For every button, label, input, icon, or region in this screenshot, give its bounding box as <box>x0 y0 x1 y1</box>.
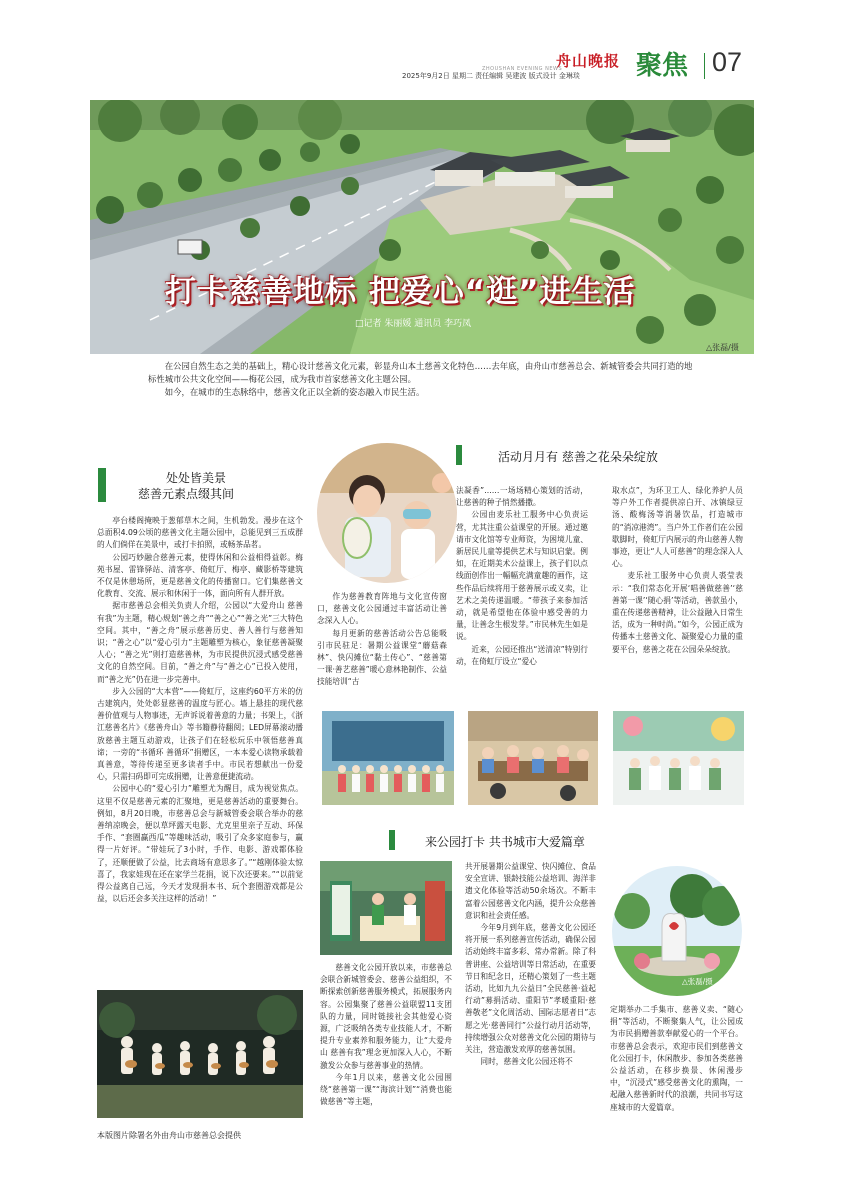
photo-source-note: 本版图片除署名外由舟山市慈善总会提供 <box>97 1131 241 1140</box>
paragraph: 公园由麦乐社工服务中心负责运营，尤其注重公益课堂的开展。通过邀请市文化馆等专业师资，为困境儿童、新居民儿童等提供艺术与知识启蒙。例如，在近期美术公益课上，孩子们以点线面创作出一幅幅充满童趣的画作，这些作品后续将用于慈善展示或义卖，让艺术之美传递温暖。“带孩子来参加活动，就是希望他在体验中感受善的力量，让善念生根发芽。”市民林先生如是说。 <box>456 510 588 642</box>
newspaper-logo: 舟山晚报 <box>556 52 621 70</box>
section-name: 聚焦 <box>636 51 689 81</box>
section2-col2 <box>456 485 588 668</box>
section3-title: 来公园打卡 共书城市大爱篇章 <box>425 835 585 849</box>
paragraph: 法凝香”……一场场精心策划的活动，让慈善的种子悄然播撒。 <box>456 486 588 508</box>
page-headline: 打卡慈善地标 把爱心“逛”进生活 <box>165 274 636 310</box>
byline: □记者 朱丽媛 通讯员 李巧凤 <box>355 319 472 329</box>
paragraph: 公园中心的“爱心引力”雕塑尤为醒目，成为视觉焦点。这里不仅是慈善元素的汇聚地，更是慈善活动的重要舞台。例如，8月20日晚，市慈善总会与新城管委会联合举办的慈善纳凉晚会，便以草坪露天电影、尤克里里亲子互动、环保手作、“套圈赢西瓜”等趣味活动，吸引了众多家庭参与，赢得一片好评。“带娃玩了3小时，手作、电影、游戏都体验了，还顺便做了公益，比去商场有意思多了。”“越刚体验太惊喜了，我家娃现在还在家学兰花捐，说下次还要来。”“以前觉得公益离自己远，今天才发现捐本书、玩个套圈游戏都是公益，以后还会多关注这样的活动！” <box>97 784 303 904</box>
classroom-illustration <box>468 711 598 805</box>
section1-title-line2: 慈善元素点缀其间 <box>138 487 235 501</box>
page-number: 07 <box>712 47 743 77</box>
section2-title: 活动月月有 慈善之花朵朵绽放 <box>498 450 658 464</box>
paragraph: 麦乐社工服务中心负责人裘莹表示：“我们常态化开展‘唱善做慈善’‘慈善第一课’‘随心捐’等活动，善款虽小，重在传递慈善精神，让公益融入日常生活，成为一种时尚。”如今，公园正成为传播本土慈善文化、凝聚爱心力量的重要平台，慈善之花在公园朵朵绽放。 <box>612 571 743 654</box>
lede <box>148 360 698 399</box>
paragraph: 据市慈善总会相关负责人介绍，公园以“大爱舟山 慈善有我”为主题，精心规划“善之舟”“善之心”“善之光”三大特色空间。其中，“善之舟”展示慈善历史、善人善行与慈善知识；“善之心”以“爱心引力”主题雕塑为核心，象征慈善凝聚人心；“善之光”则打造慈善林，为市民提供沉浸式感受慈善文化的自然空间。目前，“善之舟”与“善之心”已投入使用，而“善之光”仍在进一步完善中。 <box>97 601 303 684</box>
section1-title <box>138 470 235 502</box>
performance-illustration <box>97 990 303 1118</box>
donation-booth-illustration <box>320 861 452 955</box>
ukulele-performance-photo <box>97 990 303 1118</box>
paragraph: 今年9月到年底，慈善文化公园还将开展一系列慈善宣传活动，确保公园活动始终丰富多彩、常办常新。除了科普讲座、公益培训等日常活动，在重要节日和纪念日，还精心策划了一些主题活动，比如九九公益日”全民慈善·益起行动”募捐活动、重阳节”孝暖重阳·慈善敬老”文化周活动、国际志愿者日”志愿之光·慈善同行”公益行动月活动等，持续增强公众对慈善文化公园的期待与关注，营造激发欢厚的慈善氛围。 <box>465 923 596 1055</box>
paragraph: 今年1月以来，慈善文化公园围绕“慈善第一课”“海滨计划”“消费也能做慈善”等主题， <box>320 1072 452 1107</box>
paragraph: 共开展暑期公益课堂、快闪摊位、食品安全宣讲、银龄技能公益培训、海洋非遗文化体验等活动50余场次。不断丰富着公园慈善文化内涵，提升公众慈善意识和社会责任感。 <box>465 862 596 920</box>
activity-photo-1 <box>322 711 454 805</box>
sculpture-illustration <box>612 866 742 996</box>
children-group-illustration <box>322 711 454 805</box>
paragraph: 每月更新的慈善活动公告总能吸引市民驻足：暑期公益课堂“蘑菇森林”、快闪摊位“黏土传心”、“慈善第一课·善艺慈善”暖心意林艳制作、公益技能培训“古 <box>317 628 447 687</box>
lede-paragraph: 如今，在城市的生态脉络中，慈善文化正以全新的姿态融入市民生活。 <box>164 387 425 397</box>
hero-photo-credit: △张磊/摄 <box>706 343 739 352</box>
section-marker <box>389 830 395 850</box>
child-craft-photo <box>317 443 457 583</box>
masthead-divider <box>704 53 705 79</box>
activity-photo-2 <box>468 711 598 805</box>
group-photo-illustration <box>613 711 744 805</box>
paragraph: 作为慈善教育阵地与文化宣传窗口，慈善文化公园通过丰富活动让善念深入人心。 <box>317 592 447 626</box>
date-line: 2025年9月2日 星期二 责任编辑 吴建波 版式设计 金琳琰 <box>402 72 580 80</box>
craft-illustration <box>317 443 457 583</box>
paragraph: 近来，公园还推出“送清凉”特别行动，在倚虹厅设立“爱心 <box>456 644 588 666</box>
paragraph: 定期举办二手集市、慈善义卖、“随心捐”等活动，不断聚集人气，让公园成为市民捐赠善款奉献爱心的一个平台。市慈善总会表示，欢迎市民们到慈善文化公园打卡，休闲散步、参加各类慈善公益活动，在移步换景、休闲漫步中，“沉浸式”感受慈善文化的熏陶，一起融入慈善新时代的浪潮，共同书写这座城市的大爱篇章。 <box>610 1005 743 1112</box>
section1-body <box>97 515 303 906</box>
paragraph: 步入公园的“大本营”——倚虹厅，这座约60平方米的仿古建筑内，处处彰显慈善的温度与匠心。墙上悬挂的现代慈善价值观与人物事迹，无声诉说着善意的力量；书架上，《浙江慈善名片》《慈善舟山》等书籍静待翻阅；LED屏幕滚动播放慈善主题互动游戏，让孩子们在轻松玩乐中领悟慈善真谛；一旁的“书循环 善循环”捐赠区，一本本爱心读物承载着真善意，等待传递至更多读者手中。市民若想献出一份爱心，只需扫码即可完成捐赠，让善意便捷流动。 <box>97 686 303 782</box>
section3-col1 <box>320 962 452 1108</box>
donation-booth-photo <box>320 861 452 955</box>
paragraph: 公园巧妙融合慈善元素，使得休闲和公益相得益彰。梅苑书屋、雷锋驿站、清客亭、倚虹厅、梅亭、藏影桥等建筑不仅是休憩场所，更是慈善文化的传播窗口。它们集慈善文化教育、交流、展示和休闲于一体，面向所有人群开放。 <box>97 552 303 599</box>
paragraph: 取水点”，为环卫工人、绿化养护人员等户外工作者提供凉白开、冰镇绿豆汤、酸梅汤等消暑饮品，打造城市的“消凉港湾”。当户外工作者们在公园歇脚时，倚虹厅内展示的舟山慈善人物事迹，更让“人人可慈善”的理念深入人心。 <box>612 486 743 569</box>
paragraph: 慈善文化公园开放以来，市慈善总会联合新城管委会、慈善公益组织，不断探索创新慈善服务模式，拓展服务内容。公园集聚了慈善公益联盟11支团队的力量，同时链接社会其他爱心资源，广泛吸纳各类专业技能人才，不断提升专业素养和服务能力，让“大爱舟山 慈善有我”理念更加深入人心，不断激发公众参与慈善事业的热情。 <box>320 963 452 1070</box>
section3-col2 <box>465 861 596 1068</box>
section2-col1 <box>317 591 447 689</box>
section1-title-line1: 处处皆美景 <box>166 471 227 485</box>
paragraph: 亭台楼阁掩映于葱郁草木之间，生机勃发。漫步在这个总面积4.09公顷的慈善文化主题公园中，总能见到三五成群的人们倘佯在美景中，或打卡拍照，或畅茶品茗。 <box>97 516 303 550</box>
section3-col3 <box>610 1004 743 1114</box>
section2-col3 <box>612 485 743 656</box>
activity-photo-3 <box>613 711 744 805</box>
section-marker <box>98 468 106 502</box>
paragraph: 同时，慈善文化公园还将不 <box>480 1057 573 1067</box>
section-marker <box>456 445 462 465</box>
newspaper-logo-en: ZHOUSHAN EVENING NEWS <box>482 66 563 72</box>
sculpture-photo <box>612 866 742 996</box>
sculpture-photo-credit: △张磊/摄 <box>682 977 713 986</box>
lede-paragraph: 在公园自然生态之美的基础上，精心设计慈善文化元素，彰显舟山本土慈善文化特色……去年底，由舟山市慈善总会、新城管委会共同打造的地标性城市公共文化空间——梅花公园，成为我市首家慈善文化主题公园。 <box>148 361 693 384</box>
